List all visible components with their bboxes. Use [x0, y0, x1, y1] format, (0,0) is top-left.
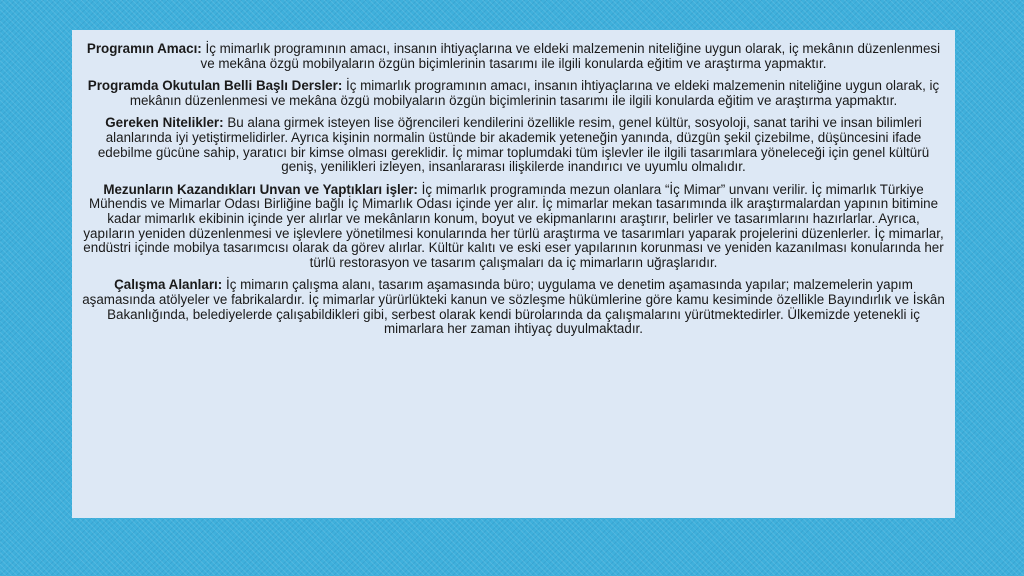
paragraph-program-purpose [80, 42, 947, 71]
paragraph-text: İç mimarlık programında mezun olanlara “İç Mimar” unvanı verilir. İç mimarlık Türkiye Mühendis ve Mimarlar Odası Birliğine bağlı İç Mimarlık Odası içinde yer alır. İç mimarlar mekan tasarımında ilk araştırmalardan yapının bitimine kadar mimarlık ekibinin içinde yer alırlar ve mekânların konum, boyut ve ekipmanlarını araştırır, belirler ve tasarımlarını hazırlarlar. Ayrıca, yapıların yeniden düzenlenmesi ve işlevlere yönetilmesi konularında her türlü araştırma ve tasarımları yaparak projelerini düzenlerler. İç mimarlar, endüstri içinde mobilya tasarımcısı olarak da görev alırlar. Kültür kalıtı ve eski eser yapılarının korunması ve yeniden kazanılması konularında her türlü restorasyon ve tasarım çalışmaları da iç mimarların uğraşlarıdır. [83, 181, 944, 270]
paragraph-heading: Çalışma Alanları: [114, 277, 223, 293]
paragraph-graduates-title-and-work [80, 183, 947, 271]
paragraph-heading: Programda Okutulan Belli Başlı Dersler: [87, 78, 343, 94]
paragraph-text: İç mimarlık programının amacı, insanın ihtiyaçlarına ve eldeki malzemenin niteliğine uygun olarak, iç mekânın düzenlenmesi ve mekâna özgü mobilyaların özgün biçimlerinin tasarımı ile ilgili konularda eğitim ve araştırma yapmaktır. [200, 41, 941, 71]
paragraph-text: İç mimarlık programının amacı, insanın ihtiyaçlarına ve eldeki malzemenin niteliğine uygun olarak, iç mekânın düzenlenmesi ve mekâna özgü mobilyaların özgün biçimlerinin tasarımı ile ilgili konularda eğitim ve araştırma yapmaktır. [129, 78, 940, 108]
paragraph-text: Bu alana girmek isteyen lise öğrencileri kendilerini özellikle resim, genel kültür, sosyoloji, sanat tarihi ve insan bilimleri alanlarında iyi yetiştirmelidirler. Ayrıca kişinin normalin üstünde bir akademik yeteneğin yanında, düzgün şekil çizebilme, düşüncesini ifade edebilme gücüne sahip, yaratıcı bir kimse olması gereklidir. İç mimar toplumdaki tüm işlevler ile ilgili tasarımlara yöneleceği için genel kültürü geniş, yenilikleri izleyen, insanlararası ilişkilerde inandırıcı ve uyumlu olmalıdır. [97, 115, 930, 175]
paragraph-courses [80, 79, 947, 108]
paragraph-qualifications [80, 116, 947, 174]
paragraph-text: İç mimarın çalışma alanı, tasarım aşamasında büro; uygulama ve denetim aşamasında yapılar; malzemelerin yapım aşamasında atölyeler ve fabrikalardır. İç mimarlar yürürlükteki kanun ve sözleşme hükümlerine göre kamu kesiminde özellikle Bayındırlık ve İskân Bakanlığında, belediyelerde çalışabildikleri gibi, serbest olarak kendi bürolarında da çalışmalarını yürütmektedirler. Ülkemizde yetenekli iç mimarlara her zaman ihtiyaç duyulmaktadır. [82, 277, 945, 337]
paragraph-heading: Programın Amacı: [86, 41, 202, 56]
content-panel [72, 30, 955, 518]
paragraph-heading: Mezunların Kazandıkları Unvan ve Yaptıkları işler: [103, 181, 418, 197]
paragraph-heading: Gereken Nitelikler: [105, 115, 224, 131]
paragraph-work-areas [80, 278, 947, 336]
